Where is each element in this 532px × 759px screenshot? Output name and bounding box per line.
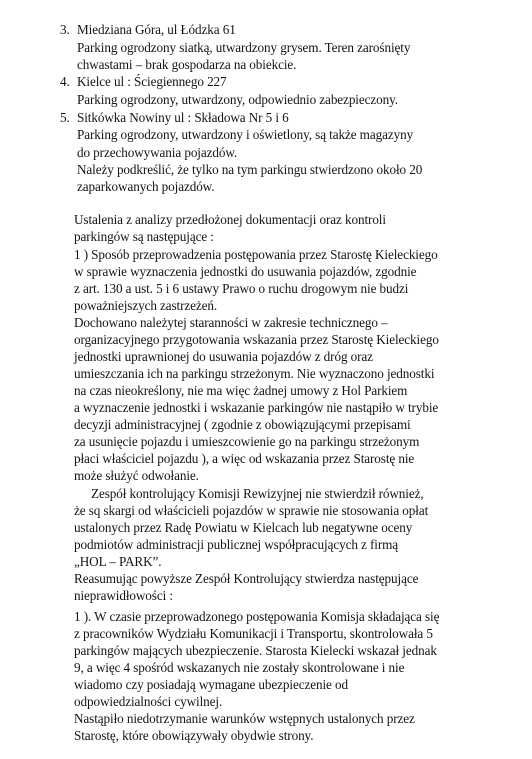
item-title: Miedziana Góra, ul Łódzka 61: [77, 22, 236, 37]
body-line: z art. 130 a ust. 5 i 6 ustawy Prawo o ruchu drogowym nie budzi: [74, 281, 409, 296]
body-line: jednostki uprawnionej do usuwania pojazdów z dróg oraz: [74, 349, 373, 364]
item-description-line: Parking ogrodzony siatką, utwardzony grysem. Teren zarośnięty: [77, 40, 411, 55]
body-line: że sq skargi od właścicieli pojazdów w sprawie nie stosowania opłat: [74, 503, 429, 518]
body-line: w sprawie wyznaczenia jednostki do usuwania pojazdów, zgodnie: [74, 264, 417, 279]
item-number: 3.: [60, 22, 70, 37]
item-description-line: chwastami – brak gospodarza na obiekcie.: [77, 57, 297, 72]
item-number: 5.: [60, 110, 70, 125]
body-line: umieszczania ich na parkingu strzeżonym. Nie wyznaczono jednostki: [74, 366, 435, 381]
item-title: Kielce ul : Ściegiennego 227: [77, 74, 227, 89]
body-line: parkingów mających ubezpieczenie. Starosta Kielecki wskazał jednak: [74, 643, 437, 658]
body-line: 1 ) Sposób przeprowadzenia postępowania przez Starostę Kieleckiego: [74, 247, 438, 262]
item-description-line: Parking ogrodzony, utwardzony, odpowiednio zabezpieczony.: [77, 92, 398, 107]
body-line: Dochowano należytej staranności w zakresie technicznego –: [74, 315, 388, 330]
body-line: a wyznaczenie jednostki i wskazanie parkingów nie nastąpiło w trybie: [74, 400, 439, 415]
body-line: 1 ). W czasie przeprowadzonego postępowania Komisja składająca się: [74, 609, 440, 624]
body-line: odpowiedzialności cywilnej.: [74, 694, 223, 709]
body-line: Nastąpiło niedotrzymanie warunków wstępnych ustalonych przez: [74, 711, 415, 726]
body-line: na czas nieokreślony, nie ma więc żadnej umowy z Hol Parkiem: [74, 383, 408, 398]
body-line: wiadomo czy posiadają wymagane ubezpieczenie od: [74, 677, 348, 692]
item-description-line: Należy podkreślić, że tylko na tym parkingu stwierdzono około 20: [77, 162, 423, 177]
body-line: Starostę, które obowiązywały obydwie strony.: [74, 728, 314, 743]
body-line: decyzji administracyjnej ( zgodnie z obowiązującymi przepisami: [74, 417, 411, 432]
body-line: Ustalenia z analizy przedłożonej dokumentacji oraz kontroli: [74, 212, 386, 227]
item-number: 4.: [60, 74, 70, 89]
item-description-line: do przechowywania pojazdów.: [77, 145, 238, 160]
body-line: „HOL – PARK”.: [74, 554, 162, 569]
item-description-line: Parking ogrodzony, utwardzony i oświetlony, są także magazyny: [77, 127, 414, 142]
body-line: za usunięcie pojazdu i umieszcowienie go na parkingu strzeżonym: [74, 434, 420, 449]
body-line: może służyć odwołanie.: [74, 468, 199, 483]
body-line: ustalonych przez Radę Powiatu w Kielcach lub negatywne oceny: [74, 520, 413, 535]
body-line: z pracowników Wydziału Komunikacji i Transportu, skontrolowała 5: [74, 626, 433, 641]
body-line: organizacyjnego przygotowania wskazania przez Starostę Kieleckiego: [74, 332, 439, 347]
body-line: Zespół kontrolujący Komisji Rewizyjnej nie stwierdził również,: [91, 486, 424, 501]
body-line: podmiotów administracji publicznej współpracujących z firmą: [74, 537, 399, 552]
body-line: płaci właściciel pojazdu ), a więc od wskazania przez Starostę nie: [74, 451, 415, 466]
body-line: nieprawidłowości :: [74, 588, 173, 603]
item-description-line: zaparkowanych pojazdów.: [77, 179, 215, 194]
body-line: poważniejszych zastrzeżeń.: [74, 298, 218, 313]
body-line: parkingów są następujące :: [74, 229, 214, 244]
body-line: 9, a więc 4 spośród wskazanych nie zostały skontrolowane i nie: [74, 660, 405, 675]
body-line: Reasumując powyższe Zespół Kontrolujący stwierdza następujące: [74, 571, 419, 586]
item-title: Sitkówka Nowiny ul : Składowa Nr 5 i 6: [77, 110, 289, 125]
